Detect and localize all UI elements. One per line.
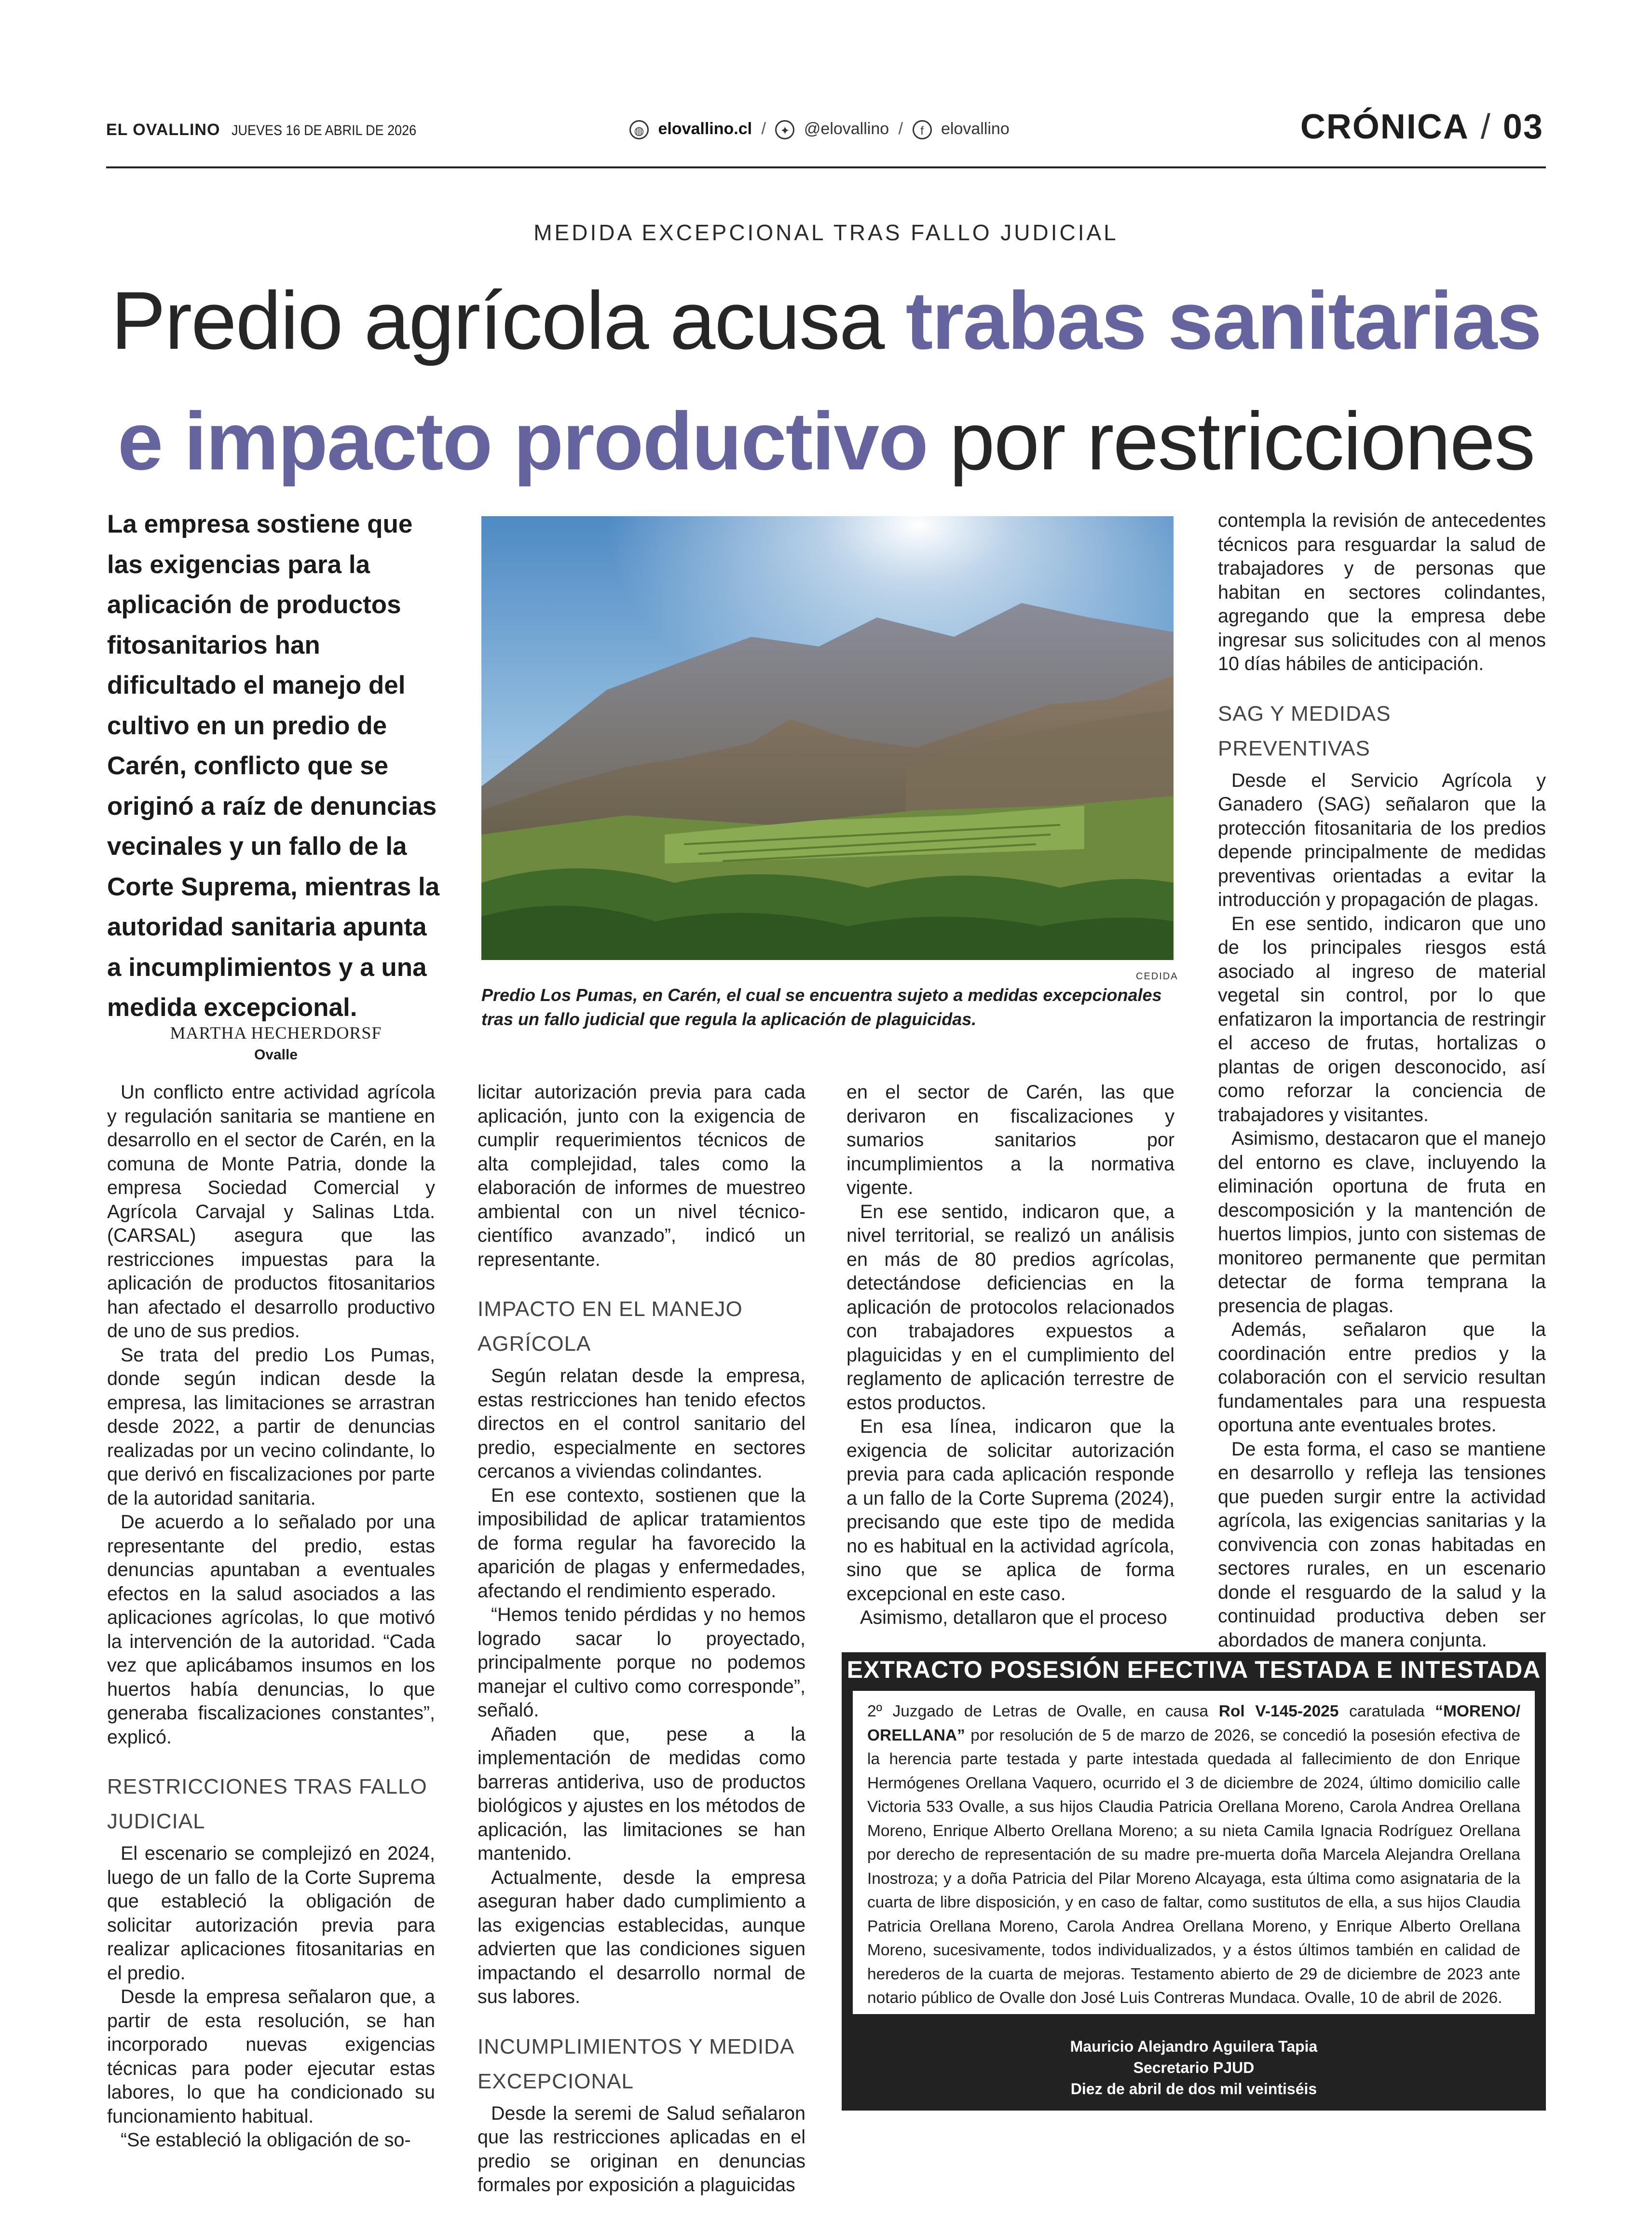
paragraph: Actualmente, desde la empresa aseguran haber dado cumplimiento a las exigencias establecidas, aunque advierten que las condiciones siguen impactando el desarrollo normal de sus labores.	[478, 1866, 806, 2007]
paragraph: En ese sentido, indicaron que uno de los principales riesgos está asociado al ingreso de material vegetal sin control, por lo que enfatizaron la importancia de restringir el acceso de frutas, hortalizas o plantas de origen desconocido, así como reforzar la conciencia de trabajadores y visitantes.	[1218, 913, 1546, 1125]
legal-text: por resolución de 5 de marzo de 2026, se concedió la posesión efectiva de la herencia parte testada y parte intestada quedada al fallecimiento de don Enrique Hermógenes Orellana Vaquero, ocurrido el 3 de diciembre de 2024, último domicilio calle Victoria 533 Ovalle, a sus hijos Claudia Patricia Orellana Moreno, Carola Andrea Orellana Moreno, Enrique Alberto Orellana Moreno; a su nieta Camila Ignacia Rodríguez Orellana por derecho de representación de su madre pre-muerta doña Marcela Alejandra Orellana Inostroza; y a doña Patricia del Pilar Moreno Alcayaga, esta última como asignataria de la cuarta de libre disposición, y en caso de faltar, como sustitutos de ella, a sus hijos Claudia Patricia Orellana Moreno, Carola Andrea Orellana Moreno, y Enrique Alberto Orellana Moreno, sucesivamente, todos individualizados, y a éstos últimos también en calidad de herederos de la cuarta de mejoras. Testamento abierto de 29 de diciembre de 2023 ante notario público de Ovalle don José Luis Contreras Mundaca. Ovalle, 10 de abril de 2026.	[867, 1726, 1520, 2007]
author-byline: MARTHA HECHERDORSF	[170, 1023, 382, 1042]
body-column-2	[478, 1081, 806, 2197]
signer-role: Secretario PJUD	[1133, 2059, 1255, 2076]
paragraph: Según relatan desde la empresa, estas restricciones han tenido efectos directos en el control sanitario del predio, especialmente en sectores cercanos a viviendas colindantes.	[478, 1365, 806, 1482]
article-photo	[481, 516, 1174, 960]
paragraph: Se trata del predio Los Pumas, donde según indican desde la empresa, las limitaciones se arrastran desde 2022, a partir de denuncias realizadas por un vecino colindante, lo que derivó en fiscalizaciones por parte de la autoridad sanitaria.	[107, 1344, 435, 1509]
legal-caratula: “MORENO/ ORELLANA”	[867, 1702, 1520, 1744]
issue-date: JUEVES 16 DE ABRIL DE 2026	[231, 123, 417, 138]
paragraph: Desde el Servicio Agrícola y Ganadero (SAG) señalaron que la protección fitosanitaria de los predios depende principalmente de medidas preventivas orientadas a evitar la introducción y propagación de plagas.	[1218, 769, 1546, 910]
separator: /	[761, 120, 766, 138]
paragraph: Un conflicto entre actividad agrícola y regulación sanitaria se mantiene en desarrollo en el sector de Carén, en la comuna de Monte Patria, donde la empresa Sociedad Comercial y Agrícola Carvajal y Salinas Ltda. (CARSAL) asegura que las restricciones impuestas para la aplicación de productos fitosanitarios han afectado el desarrollo productivo de uno de sus predios.	[107, 1082, 435, 1342]
author-location: Ovalle	[254, 1047, 298, 1063]
valley-landscape-illustration	[481, 516, 1174, 960]
separator: /	[898, 120, 903, 138]
legal-text: caratulada	[1338, 1702, 1435, 1720]
paragraph: contempla la revisión de antecedentes técnicos para resguardar la salud de trabajadores y de personas que habitan en sectores colindantes, agregando que la empresa debe ingresar sus solicitudes con al menos 10 días hábiles de anticipación.	[1218, 510, 1546, 674]
paragraph: Además, señalaron que la coordinación entre predios y la colaboración con el servicio resultan fundamentales para una respuesta oportuna ante eventuales brotes.	[1218, 1319, 1546, 1436]
headline-part1: Predio agrícola acusa	[111, 275, 906, 367]
paragraph: De esta forma, el caso se mantiene en desarrollo y refleja las tensiones que pueden surgir entre la actividad agrícola, las exigencias sanitarias y la convivencia con zonas habitadas en sectores rurales, en un escenario donde el resguardo de la salud y la continuidad productiva deben ser abordados de manera conjunta.	[1218, 1438, 1546, 1651]
paper-name: EL OVALLINO	[106, 121, 220, 139]
legal-notice-body	[853, 1691, 1535, 2014]
page-number: 03	[1502, 108, 1543, 146]
signature-date: Diez de abril de dos mil veintiséis	[1070, 2080, 1317, 2098]
section-name: CRÓNICA	[1300, 108, 1469, 146]
paragraph: Asimismo, detallaron que el proceso	[860, 1607, 1167, 1628]
globe-icon: ◍	[629, 120, 649, 139]
paragraph: En ese sentido, indicaron que, a nivel territorial, se realizó un análisis en más de 80 predios agrícolas, detectándose deficiencias en la aplicación de protocolos relacionados con trabajadores expuestos a plaguicidas y en el cumplimiento del reglamento de aplicación terrestre de estos productos.	[846, 1201, 1174, 1413]
body-column-4	[1218, 509, 1546, 1652]
subheading: IMPACTO EN EL MANEJO AGRÍCOLA	[478, 1297, 743, 1356]
body-column-3	[846, 1081, 1174, 1630]
contact-links	[629, 120, 1010, 139]
twitter-icon: ✦	[775, 120, 794, 139]
twitter-link[interactable]: @elovallino	[804, 120, 889, 138]
section-slash: /	[1480, 108, 1491, 146]
facebook-icon: f	[913, 120, 932, 139]
subheading: INCUMPLIMIENTOS Y MEDIDA EXCEPCIONAL	[478, 2034, 793, 2093]
photo-credit: CEDIDA	[1136, 971, 1178, 982]
headline-highlight: trabas sanitarias e impacto productivo	[117, 275, 1541, 487]
paragraph: en el sector de Carén, las que derivaron en fiscalizaciones y sumarios sanitarios por incumplimientos a la normativa vigente.	[846, 1082, 1174, 1198]
legal-rol: Rol V-145-2025	[1218, 1702, 1339, 1720]
paragraph: Asimismo, destacaron que el manejo del entorno es clave, incluyendo la eliminación oportuna de fruta en descomposición y la mantención de huertos limpios, junto con sistemas de monitoreo permanente que permitan detectar de forma temprana la presencia de plagas.	[1218, 1128, 1546, 1317]
photo-caption: Predio Los Pumas, en Carén, el cual se encuentra sujeto a medidas excepcionales tras un fallo judicial que regula la aplicación de plaguicidas.	[481, 985, 1162, 1029]
kicker: MEDIDA EXCEPCIONAL TRAS FALLO JUDICIAL	[533, 220, 1119, 245]
masthead	[106, 121, 437, 139]
paragraph: En esa línea, indicaron que la exigencia de solicitar autorización previa para cada aplicación responde a un fallo de la Corte Suprema (2024), precisando que este tipo de medida no es habitual en la actividad agrícola, sino que se aplica de forma excepcional en este caso.	[846, 1416, 1174, 1605]
paragraph: Desde la empresa señalaron que, a partir de esta resolución, se han incorporado nuevas exigencias técnicas para poder ejecutar estas labores, lo que ha condicionado su funcionamiento habitual.	[107, 1986, 435, 2127]
lead-paragraph: La empresa sostiene que las exigencias para la aplicación de productos fitosanitarios han dificultado el manejo del cultivo en un predio de Carén, conflicto que se originó a raíz de denuncias vecinales y un fallo de la Corte Suprema, mientras la autoridad sanitaria apunta a incumplimientos y a una medida excepcional.	[107, 510, 440, 1022]
paragraph: En ese contexto, sostienen que la imposibilidad de aplicar tratamientos de forma regular ha favorecido la aparición de plagas y enfermedades, afectando el rendimiento esperado.	[478, 1484, 806, 1602]
body-column-1	[107, 1081, 435, 2153]
signer-name: Mauricio Alejandro Aguilera Tapia	[1070, 2038, 1318, 2055]
paragraph: licitar autorización previa para cada aplicación, junto con la exigencia de cumplir requerimientos técnicos de alta complejidad, tales como la elaboración de informes de muestreo ambiental con un nivel técnico-científico avanzado”, indicó un representante.	[478, 1082, 806, 1270]
subheading: SAG Y MEDIDAS PREVENTIVAS	[1218, 701, 1391, 760]
paragraph: El escenario se complejizó en 2024, luego de un fallo de la Corte Suprema que estableció la obligación de solicitar autorización previa para realizar aplicaciones fitosanitarias en el predio.	[107, 1843, 435, 1984]
subheading: RESTRICCIONES TRAS FALLO JUDICIAL	[107, 1775, 427, 1833]
paragraph: “Se estableció la obligación de so-	[121, 2129, 411, 2151]
paragraph: Añaden que, pese a la implementación de medidas como barreras antideriva, uso de productos biológicos y ajustes en los métodos de aplicación, las limitaciones se han mantenido.	[478, 1723, 806, 1864]
legal-notice-title: EXTRACTO POSESIÓN EFECTIVA TESTADA E INTESTADA	[846, 1656, 1541, 1683]
paragraph: “Hemos tenido pérdidas y no hemos logrado sacar lo proyectado, principalmente porque no podemos manejar el cultivo como corresponde”, señaló.	[478, 1604, 806, 1721]
legal-text: 2º Juzgado de Letras de Ovalle, en causa	[867, 1702, 1219, 1720]
facebook-link[interactable]: elovallino	[941, 120, 1010, 138]
headline-part3: por restricciones	[927, 396, 1535, 487]
website-link[interactable]: elovallino.cl	[658, 120, 752, 138]
section-label	[1300, 107, 1543, 147]
header-rule	[106, 166, 1546, 168]
legal-signature	[842, 2036, 1546, 2099]
paragraph: De acuerdo a lo señalado por una representante del predio, estas denuncias apuntaban a eventuales efectos en la salud asociados a las aplicaciones agrícolas, lo que motivó la intervención de la autoridad. “Cada vez que aplicábamos insumos en los huertos había denuncias, lo que generaba fiscalizaciones constantes”, explicó.	[107, 1511, 435, 1748]
headline	[96, 261, 1556, 502]
paragraph: Desde la seremi de Salud señalaron que las restricciones aplicadas en el predio se originan en denuncias formales por exposición a plaguicidas	[478, 2102, 806, 2195]
